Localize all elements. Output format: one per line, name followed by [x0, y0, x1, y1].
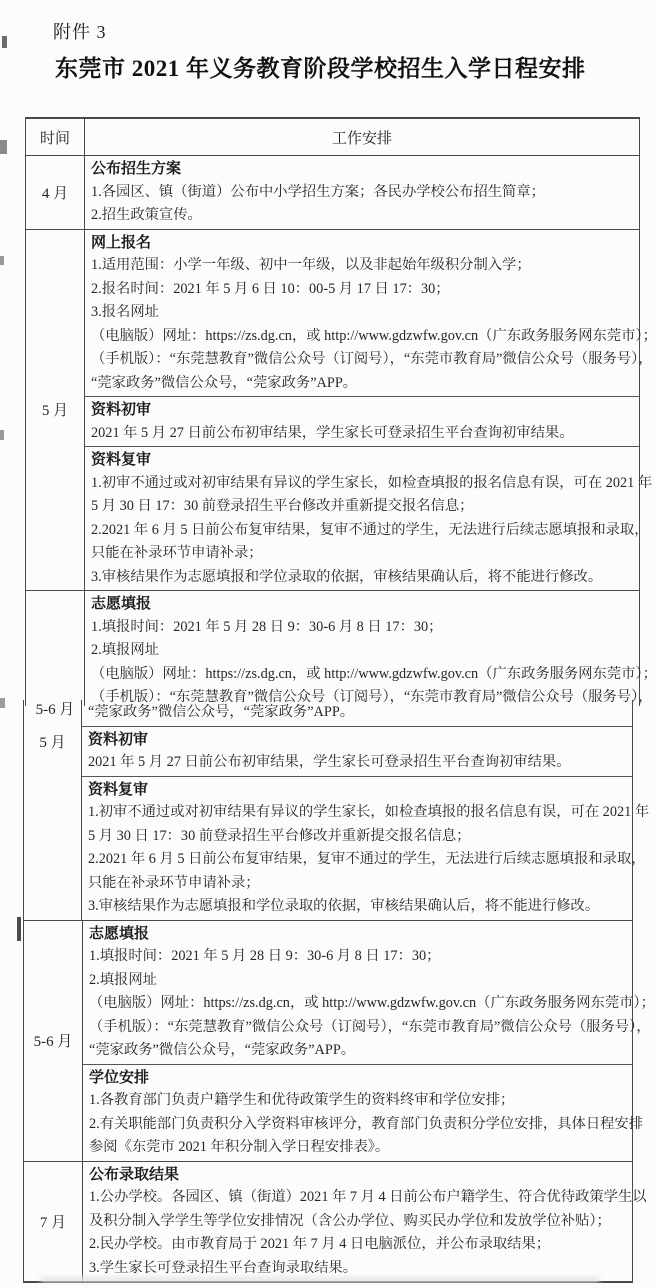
time-label: 5 月 — [39, 735, 66, 751]
section-title: 公布录取结果 — [89, 1165, 180, 1183]
text-line: 只能在补录环节申请补录； — [91, 545, 263, 561]
section-title: 公布招生方案 — [91, 160, 182, 177]
text-line: 2021 年 5 月 27 日前公布初审结果，学生家长可登录招生平台查询初审结果。 — [91, 424, 574, 441]
schedule-table-fragment-2 — [23, 700, 655, 1283]
section-title: 资料复审 — [91, 451, 152, 468]
time-label: 5-6 月 — [35, 702, 75, 718]
scan-artifact — [0, 698, 5, 708]
time-label: 5 月 — [41, 403, 69, 420]
time-cell — [24, 1162, 83, 1282]
text-line: 2.填报网址 — [89, 971, 157, 988]
text-line: 3.审核结果作为志愿填报和学位录取的依据，审核结果确认后，将不能进行修改。 — [88, 898, 600, 914]
text-line: （电脑版）网址：https://zs.dg.cn，或 http://www.gdzwfw.gov.cn（广东政务服务网东莞市）； — [89, 995, 655, 1011]
text-line: “莞家政务”微信公众号，“莞家政务”APP。 — [91, 374, 358, 391]
section-title: 资料复审 — [88, 780, 149, 798]
scan-artifact — [0, 430, 4, 440]
time-cell — [26, 230, 85, 591]
work-cell — [85, 591, 657, 706]
section-title: 志愿填报 — [91, 595, 152, 612]
text-line: “莞家政务”微信公众号，“莞家政务”APP。 — [88, 704, 355, 720]
text-line: 2.填报网址 — [91, 642, 159, 658]
text-line: 1.各园区、镇（街道）公布中小学招生方案；各民办学校公布招生简章； — [91, 183, 545, 200]
work-cell — [85, 230, 657, 591]
time-cell — [24, 700, 82, 920]
table-row — [26, 229, 657, 591]
time-label: 4 月 — [41, 185, 69, 202]
text-line: 2.招生政策宣传。 — [91, 207, 202, 223]
text-line: （手机版）：“东莞慧教育”微信公众号（订阅号），“东莞市教育局”微信公众号（服务号）， — [89, 1018, 651, 1035]
work-section — [85, 396, 639, 446]
work-section — [85, 591, 657, 711]
text-line: 1.初审不通过或对初审结果有异议的学生家长，如检查填报的报名信息有误，可在 2021 年 — [88, 804, 650, 820]
text-line: 2.报名时间：2021 年 5 月 6 日 10：00-5 月 17 日 17：30； — [91, 280, 450, 297]
time-cell — [26, 591, 85, 718]
section-title: 资料初审 — [88, 730, 149, 748]
scan-artifact — [40, 1277, 600, 1282]
text-line: 2.有关职能部门负责积分入学资料审核评分，教育部门负责积分学位安排，具体日程安排 — [89, 1115, 643, 1132]
work-section — [83, 1162, 647, 1282]
text-line: （电脑版）网址：https://zs.dg.cn，或 http://www.gdzwfw.gov.cn（广东政务服务网东莞市）； — [91, 327, 657, 344]
work-cell — [85, 156, 639, 229]
text-line: 1.适用范围：小学一年级、初中一年级，以及非起始年级积分制入学； — [91, 257, 531, 273]
scan-artifact — [2, 36, 7, 48]
section-title: 学位安排 — [89, 1068, 150, 1086]
text-line: 及积分制入学学生等学位安排情况（含公办学位、购买民办学位和发放学位补贴）； — [89, 1212, 611, 1229]
table-row — [26, 155, 639, 229]
text-line: （手机版）：“东莞慧教育”微信公众号（订阅号），“东莞市教育局”微信公众号（服务号）， — [91, 689, 653, 705]
work-section — [82, 726, 632, 776]
work-cell — [82, 700, 650, 920]
text-line: 2021 年 5 月 27 日前公布初审结果，学生家长可登录招生平台查询初审结果。 — [88, 754, 571, 770]
text-line: 1.填报时间：2021 年 5 月 28 日 9：30-6 月 8 日 17：30； — [89, 948, 441, 964]
text-line: 1.初审不通过或对初审结果有异议的学生家长，如检查填报的报名信息有误，可在 2021 年 — [91, 474, 653, 491]
section-title: 网上报名 — [91, 233, 152, 251]
table-row — [24, 700, 650, 920]
text-line: 5 月 30 日 17：30 前登录招生平台修改并重新提交报名信息； — [88, 827, 471, 844]
work-cell — [83, 921, 655, 1161]
time-cell — [24, 921, 83, 1161]
table-row — [24, 920, 655, 1161]
work-section — [85, 230, 657, 397]
table-row — [24, 1161, 647, 1282]
text-line: （电脑版）网址：https://zs.dg.cn，或 http://www.gdzwfw.gov.cn（广东政务服务网东莞市）； — [91, 665, 657, 682]
text-line: 3.报名网址 — [91, 304, 159, 320]
text-line: 3.学生家长可登录招生平台查询录取结果。 — [89, 1259, 358, 1276]
schedule-table-fragment-1 — [25, 117, 657, 718]
work-column-header: 工作安排 — [331, 129, 392, 147]
text-line: 2.2021 年 6 月 5 日前公布复审结果，复审不通过的学生，无法进行后续志愿填报和录取， — [91, 521, 649, 538]
work-section — [85, 156, 639, 229]
scan-artifact — [17, 917, 21, 941]
section-title: 资料初审 — [91, 401, 152, 418]
time-cell — [26, 156, 85, 229]
text-line: 3.审核结果作为志愿填报和学位录取的依据，审核结果确认后，将不能进行修改。 — [91, 568, 603, 585]
scan-artifact — [0, 256, 4, 265]
text-line: 只能在补录环节申请补录； — [88, 874, 260, 891]
work-section — [82, 700, 632, 726]
text-line: “莞家政务”微信公众号，“莞家政务”APP。 — [89, 1042, 356, 1058]
work-section — [85, 446, 653, 590]
page-title: 东莞市 2021 年义务教育阶段学校招生入学日程安排 — [55, 56, 586, 81]
time-label: 5-6 月 — [33, 1034, 73, 1050]
attachment-label: 附件 3 — [53, 22, 107, 42]
table-header-row — [26, 119, 639, 155]
time-label: 7 月 — [39, 1214, 67, 1231]
section-title: 志愿填报 — [89, 924, 150, 942]
work-cell — [83, 1162, 647, 1282]
text-line: 2.2021 年 6 月 5 日前公布复审结果，复审不通过的学生，无法进行后续志愿填报和录取， — [88, 851, 646, 867]
time-column-header: 时间 — [26, 119, 85, 155]
work-section — [83, 1064, 643, 1161]
text-line: （手机版）：“东莞慧教育”微信公众号（订阅号），“东莞市教育局”微信公众号（服务号）， — [91, 351, 653, 367]
text-line: 5 月 30 日 17：30 前登录招生平台修改并重新提交报名信息； — [91, 498, 474, 514]
scan-artifact — [0, 140, 7, 154]
text-line: 2.民办学校。由市教育局于 2021 年 7 月 4 日电脑派位，并公布录取结果； — [89, 1236, 551, 1252]
text-line: 1.公办学校。各园区、镇（街道）2021 年 7 月 4 日前公布户籍学生、符合优待政策学生以 — [89, 1189, 647, 1205]
work-section — [83, 921, 655, 1064]
text-line: 1.填报时间：2021 年 5 月 28 日 9：30-6 月 8 日 17：30； — [91, 618, 443, 635]
text-line: 1.各教育部门负责户籍学生和优待政策学生的资料终审和学位安排； — [89, 1092, 515, 1108]
work-section — [82, 776, 650, 920]
text-line: 参阅《东莞市 2021 年积分制入学日程安排表》。 — [89, 1139, 390, 1155]
